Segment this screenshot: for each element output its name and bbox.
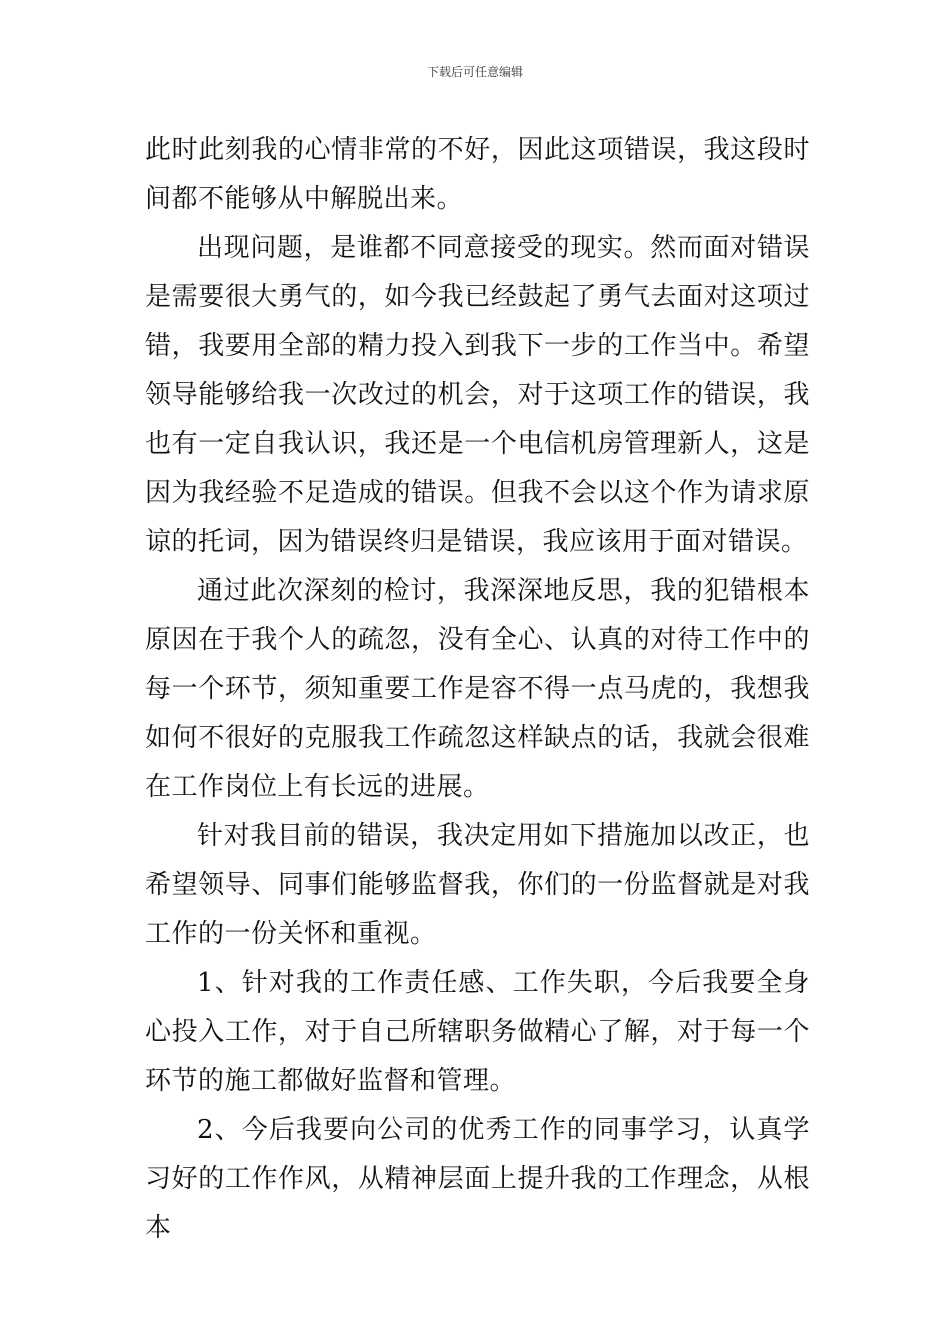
paragraph-6: 2、今后我要向公司的优秀工作的同事学习，认真学习好的工作作风，从精神层面上提升我的工作理念，从根本 [145,1115,810,1243]
paragraph-2: 出现问题，是谁都不同意接受的现实。然而面对错误是需要很大勇气的，如今我已经鼓起了勇气去面对这项过错，我要用全部的精力投入到我下一步的工作当中。希望领导能够给我一次改过的机会，对于这项工作的错误，我也有一定自我认识，我还是一个电信机房管理新人，这是因为我经验不足造成的错误。但我不会以这个作为请求原谅的托词，因为错误终归是错误，我应该用于面对错误。 [145,233,810,557]
page-header-note: 下载后可任意编辑 [426,65,523,79]
paragraph-4: 针对我目前的错误，我决定用如下措施加以改正，也希望领导、同事们能够监督我，你们的一份监督就是对我工作的一份关怀和重视。 [145,821,810,949]
paragraph-3: 通过此次深刻的检讨，我深深地反思，我的犯错根本原因在于我个人的疏忽，没有全心、认真的对待工作中的每一个环节，须知重要工作是容不得一点马虎的，我想我如何不很好的克服我工作疏忽这样缺点的话，我就会很难在工作岗位上有长远的进展。 [145,576,810,802]
paragraph-5: 1、针对我的工作责任感、工作失职，今后我要全身心投入工作，对于自己所辖职务做精心了解，对于每一个环节的施工都做好监督和管理。 [145,968,810,1096]
paragraph-1: 此时此刻我的心情非常的不好，因此这项错误，我这段时间都不能够从中解脱出来。 [145,135,810,214]
document-body [145,126,810,1253]
